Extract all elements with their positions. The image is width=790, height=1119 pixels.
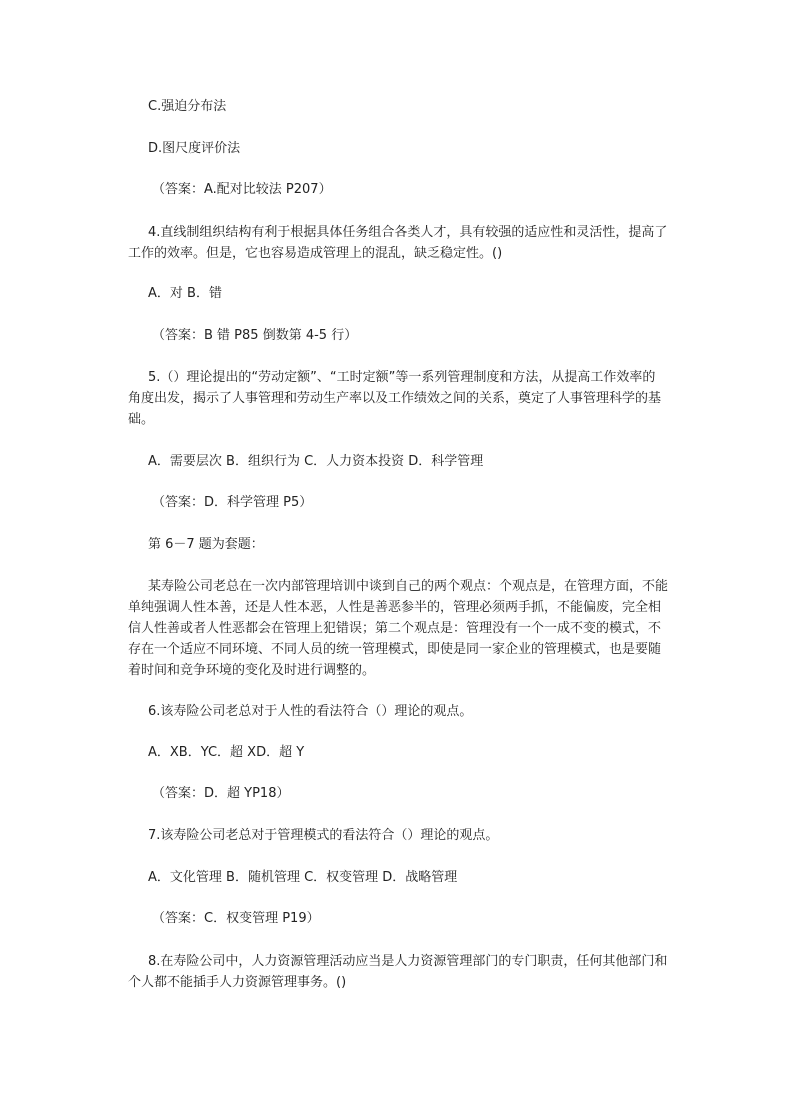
question-5-options: A．需要层次 B．组织行为 C．人力资本投资 D．科学管理	[148, 454, 484, 469]
question-6-options: A．XB．YC．超 XD．超 Y	[148, 745, 305, 760]
question-8: 8.在寿险公司中，人力资源管理活动应当是人力资源管理部门的专门职责，任何其他部门和个人都不能插手人力资源管理事务。()	[128, 954, 668, 990]
case-description: 某寿险公司老总在一次内部管理培训中谈到自己的两个观点：个观点是，在管理方面，不能单纯强调人性本善，还是人性本恶，人性是善恶参半的，管理必须两手抓，不能偏废，完全相信人性善或者人性恶都会在管理上犯错误；第二个观点是：管理没有一个一成不变的模式，不存在一个适应不同环境、不同人员的统一管理模式，即使是同一家企业的管理模式，也是要随着时间和竞争环境的变化及时进行调整的。	[128, 579, 669, 678]
question-7-options: A．文化管理 B．随机管理 C．权变管理 D．战略管理	[148, 870, 458, 885]
question-7: 7.该寿险公司老总对于管理模式的看法符合（）理论的观点。	[148, 828, 499, 843]
set-intro: 第 6－7 题为套题：	[148, 537, 264, 552]
question-4: 4.直线制组织结构有利于根据具体任务组合各类人才，具有较强的适应性和灵活性，提高了工作的效率。但是，它也容易造成管理上的混乱，缺乏稳定性。()	[128, 225, 668, 261]
question-5: 5.（）理论提出的“劳动定额”、“工时定额”等一系列管理制度和方法，从提高工作效率的角度出发，揭示了人事管理和劳动生产率以及工作绩效之间的关系，奠定了人事管理科学的基础。	[128, 370, 662, 427]
answer-5: （答案：D．科学管理 P5）	[152, 495, 313, 510]
answer-3: （答案：A.配对比较法 P207）	[152, 182, 332, 197]
answer-4: （答案：B 错 P85 倒数第 4-5 行）	[152, 328, 358, 343]
question-4-options: A．对 B．错	[148, 286, 222, 301]
option-c: C.强迫分布法	[148, 99, 227, 114]
answer-7: （答案：C．权变管理 P19）	[152, 911, 320, 926]
question-6: 6.该寿险公司老总对于人性的看法符合（）理论的观点。	[148, 704, 473, 719]
answer-6: （答案：D．超 YP18）	[152, 786, 290, 801]
option-d: D.图尺度评价法	[148, 141, 241, 156]
